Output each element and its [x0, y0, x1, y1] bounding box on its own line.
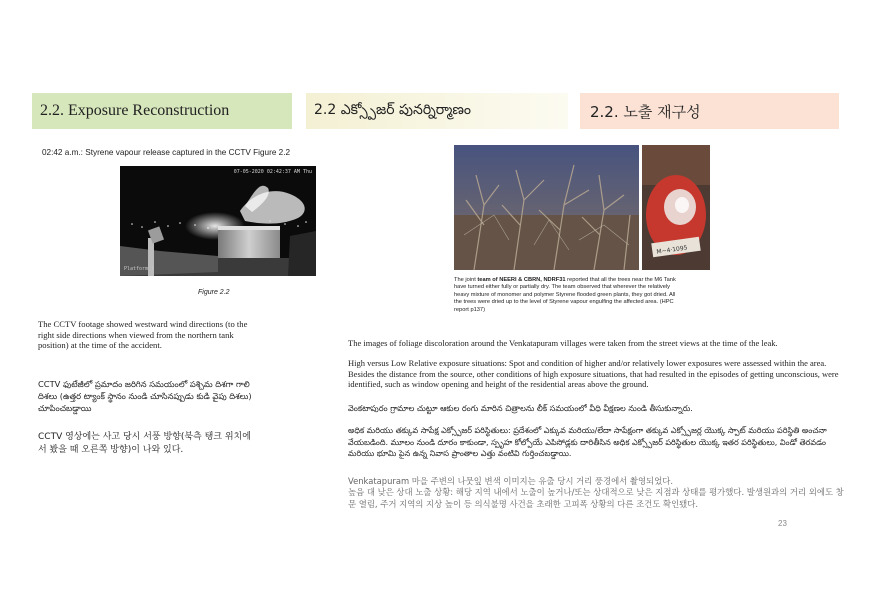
cctv-figure — [120, 166, 316, 276]
section-title-telugu: 2.2 ఎక్స్పోజర్ పునర్నిర్మాణం — [314, 101, 472, 118]
cctv-caption: 02:42 a.m.: Styrene vapour release captured in the CCTV Figure 2.2 — [42, 148, 291, 157]
svg-text:M~4·1095: M~4·1095 — [656, 244, 688, 256]
section-header-english — [32, 93, 292, 129]
right-paragraph-telugu-exposure: అధిక మరియు తక్కువ సాపేక్ష ఎక్స్పోజర్ పరిస్థితులు: ప్రదేశంలో ఎక్కువ మరియు/లేదా సాపేక్షంగా తక్కువ ఎక్స్పోజర్ల యొక్క స్పాట్ మరియు పరిస్థితి అంచనా వేయబడింది. మూలం నుండి దూరం కాకుండా, స్పృహ కోల్పోయే ఎపిసోడ్లకు దారితీసిన అధిక ఎక్స్పోజర్ పరిస్థితుల యొక్క ఇతర పరిస్థితులు, విండో తెరవడం మరియు భూమి పైన ఉన్న నివాస ప్రాంతాల ఎత్తు వంటివి గుర్తించబడ్డాయి. — [348, 426, 827, 459]
right-paragraph-exposure: High versus Low Relative exposure situations: Spot and condition of higher and/or relatively lower exposures were assessed within the area. Besides the distance from the source, other conditions of high exposure situations, that had resulted in the episodes of getting unconscious, were identified, such as window opening and height of the residential areas above the ground. — [348, 358, 839, 390]
left-paragraph-telugu: CCTV ఫుటేజీలో ప్రమాదం జరిగిన సమయంలో పశ్చిమ దిశగా గాలి దిశలు (ఉత్తర ట్యాంక్ స్థానం నుండి చూసినప్పుడు కుడి వైపు దిశలు) చూపించబడ్డాయి — [38, 379, 252, 414]
dried-trees-image — [454, 145, 639, 270]
dried-trees-photo — [454, 145, 639, 270]
section-title-korean: 2.2. 노출 재구성 — [590, 102, 701, 121]
right-paragraph-korean — [348, 476, 844, 510]
photo-caption-body: reported that all the trees near the M6 Tank have turned either fully or partially dry. The team observed that wherever the relatively heavy mixture of monomer and polymer Styrene flooded green plants, they got dried. All the trees were dried up to the level of Styrene vapour engulfing the affected area. (HPC report p137) — [454, 277, 676, 313]
korean-line-foliage: Venkatapuram 마을 주변의 나뭇잎 변색 이미지는 유출 당시 거리 풍경에서 촬영되었다. — [348, 476, 674, 486]
photo-caption-prefix: The joint — [454, 277, 478, 283]
cctv-scene-image — [120, 166, 316, 276]
photo-caption-team: team of NEERI & CBRN, NDRF31 — [477, 277, 566, 283]
photo-caption — [454, 277, 684, 314]
section-header-korean — [580, 93, 839, 129]
tank-closeup-image — [642, 145, 710, 270]
tank-closeup-photo — [642, 145, 710, 270]
korean-line-exposure: 높음 대 낮은 상대 노출 상황: 해당 지역 내에서 노출이 높거나/또는 상대적으로 낮은 지점과 상태를 평가했다. 발생원과의 거리 외에도 창문 열림, 주거 지역의 지상 높이 등 의식불명 사건을 초래한 고피폭 상황의 다른 조건도 확인됐다. — [348, 487, 844, 509]
page-number: 23 — [778, 519, 787, 528]
left-paragraph-korean: CCTV 영상에는 사고 당시 서풍 방향(북측 탱크 위치에서 봤을 때 오른쪽 방향)이 나와 있다. — [38, 432, 251, 455]
section-title-english: 2.2. Exposure Reconstruction — [40, 102, 230, 119]
right-paragraph-foliage: The images of foliage discoloration around the Venkatapuram villages were taken from the street views at the time of the leak. — [348, 338, 778, 348]
figure-label: Figure 2.2 — [198, 289, 230, 296]
section-header-telugu — [306, 93, 568, 129]
right-paragraph-telugu-foliage: వెంకటాపురం గ్రామాల చుట్టూ ఆకుల రంగు మారిన చిత్రాలను లీక్ సమయంలో వీధి వీక్షణల నుండి తీసుకున్నారు. — [348, 403, 693, 413]
cctv-camera-label: Platform 1 — [124, 266, 155, 272]
cctv-timestamp: 07-05-2020 02:42:37 AM Thu — [233, 169, 312, 175]
left-paragraph-english: The CCTV footage showed westward wind directions (to the right side directions when viewed from the northern tank position) at the time of the accident. — [38, 319, 248, 351]
